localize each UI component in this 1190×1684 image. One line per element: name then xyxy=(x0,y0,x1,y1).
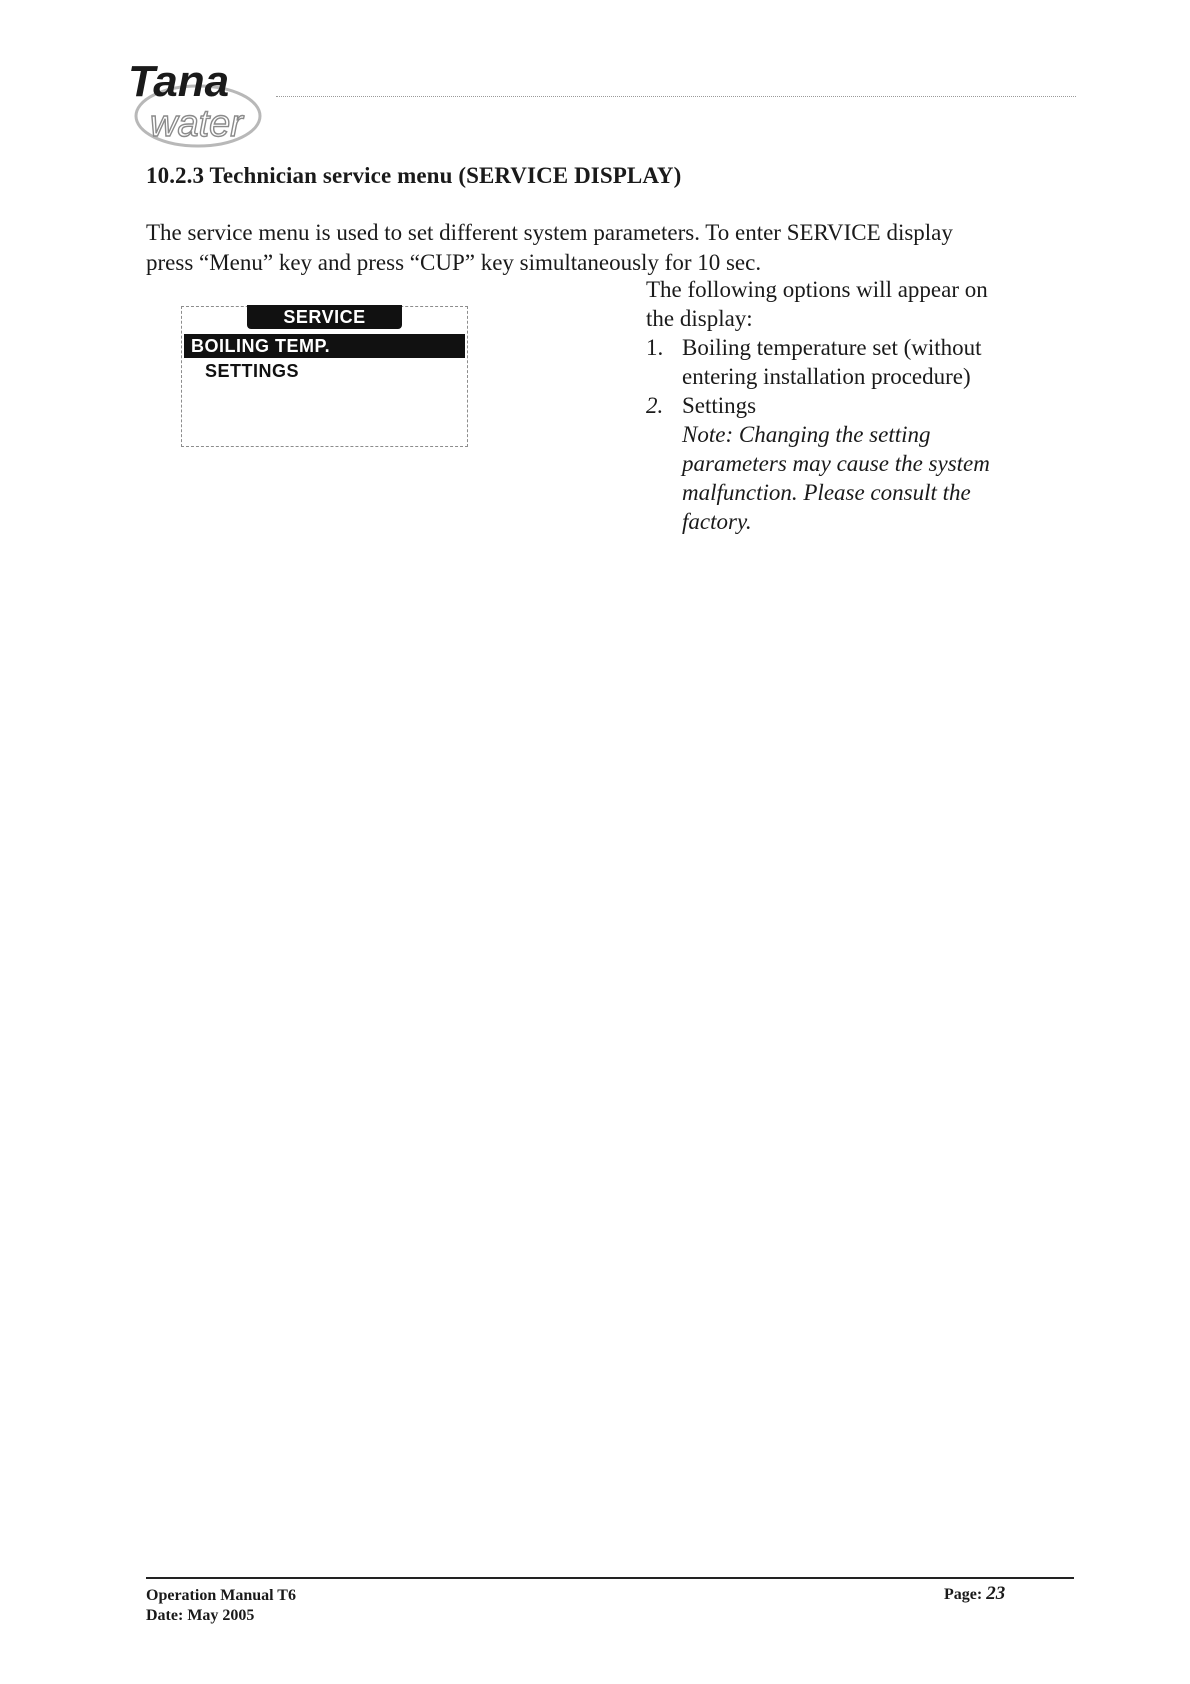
svg-text:water: water xyxy=(150,103,243,145)
service-display-illustration xyxy=(181,306,468,447)
intro-paragraph xyxy=(146,218,1046,278)
display-item-boiling-temp: BOILING TEMP. xyxy=(184,334,465,358)
option-1-line-1: Boiling temperature set (without xyxy=(682,335,982,360)
page-label: Page: xyxy=(944,1586,987,1603)
options-list xyxy=(646,333,1066,536)
footer-info xyxy=(146,1586,296,1626)
options-lead xyxy=(646,275,1046,333)
intro-line-2: press “Menu” key and press “CUP” key simultaneously for 10 sec. xyxy=(146,250,762,275)
tana-water-logo-icon xyxy=(118,48,278,156)
footer-date: Date: May 2005 xyxy=(146,1607,255,1624)
header-rule xyxy=(276,96,1076,97)
options-lead-line-2: the display: xyxy=(646,306,753,331)
page-number: 23 xyxy=(986,1583,1006,1604)
option-item-2 xyxy=(646,391,1066,420)
option-number-1: 1. xyxy=(646,335,664,360)
warning-note xyxy=(646,420,1066,536)
footer-page xyxy=(944,1584,1005,1605)
display-item-settings: SETTINGS xyxy=(205,361,300,381)
note-line-1: Note: Changing the setting xyxy=(682,422,931,447)
footer-manual-title: Operation Manual T6 xyxy=(146,1587,296,1604)
option-1-line-2: entering installation procedure) xyxy=(682,364,971,389)
footer-rule xyxy=(146,1577,1074,1579)
option-number-2: 2. xyxy=(646,393,664,418)
option-item-1 xyxy=(646,333,1066,391)
note-line-3: malfunction. Please consult the xyxy=(682,480,971,505)
note-line-4: factory. xyxy=(682,509,752,534)
note-line-2: parameters may cause the system xyxy=(682,451,990,476)
section-heading: 10.2.3 Technician service menu (SERVICE DISPLAY) xyxy=(146,163,682,188)
display-title: SERVICE xyxy=(247,305,402,329)
intro-line-1: The service menu is used to set different system parameters. To enter SERVICE display xyxy=(146,220,953,245)
option-2-line-1: Settings xyxy=(682,393,757,418)
options-lead-line-1: The following options will appear on xyxy=(646,277,988,302)
svg-text:Tana: Tana xyxy=(128,57,230,106)
